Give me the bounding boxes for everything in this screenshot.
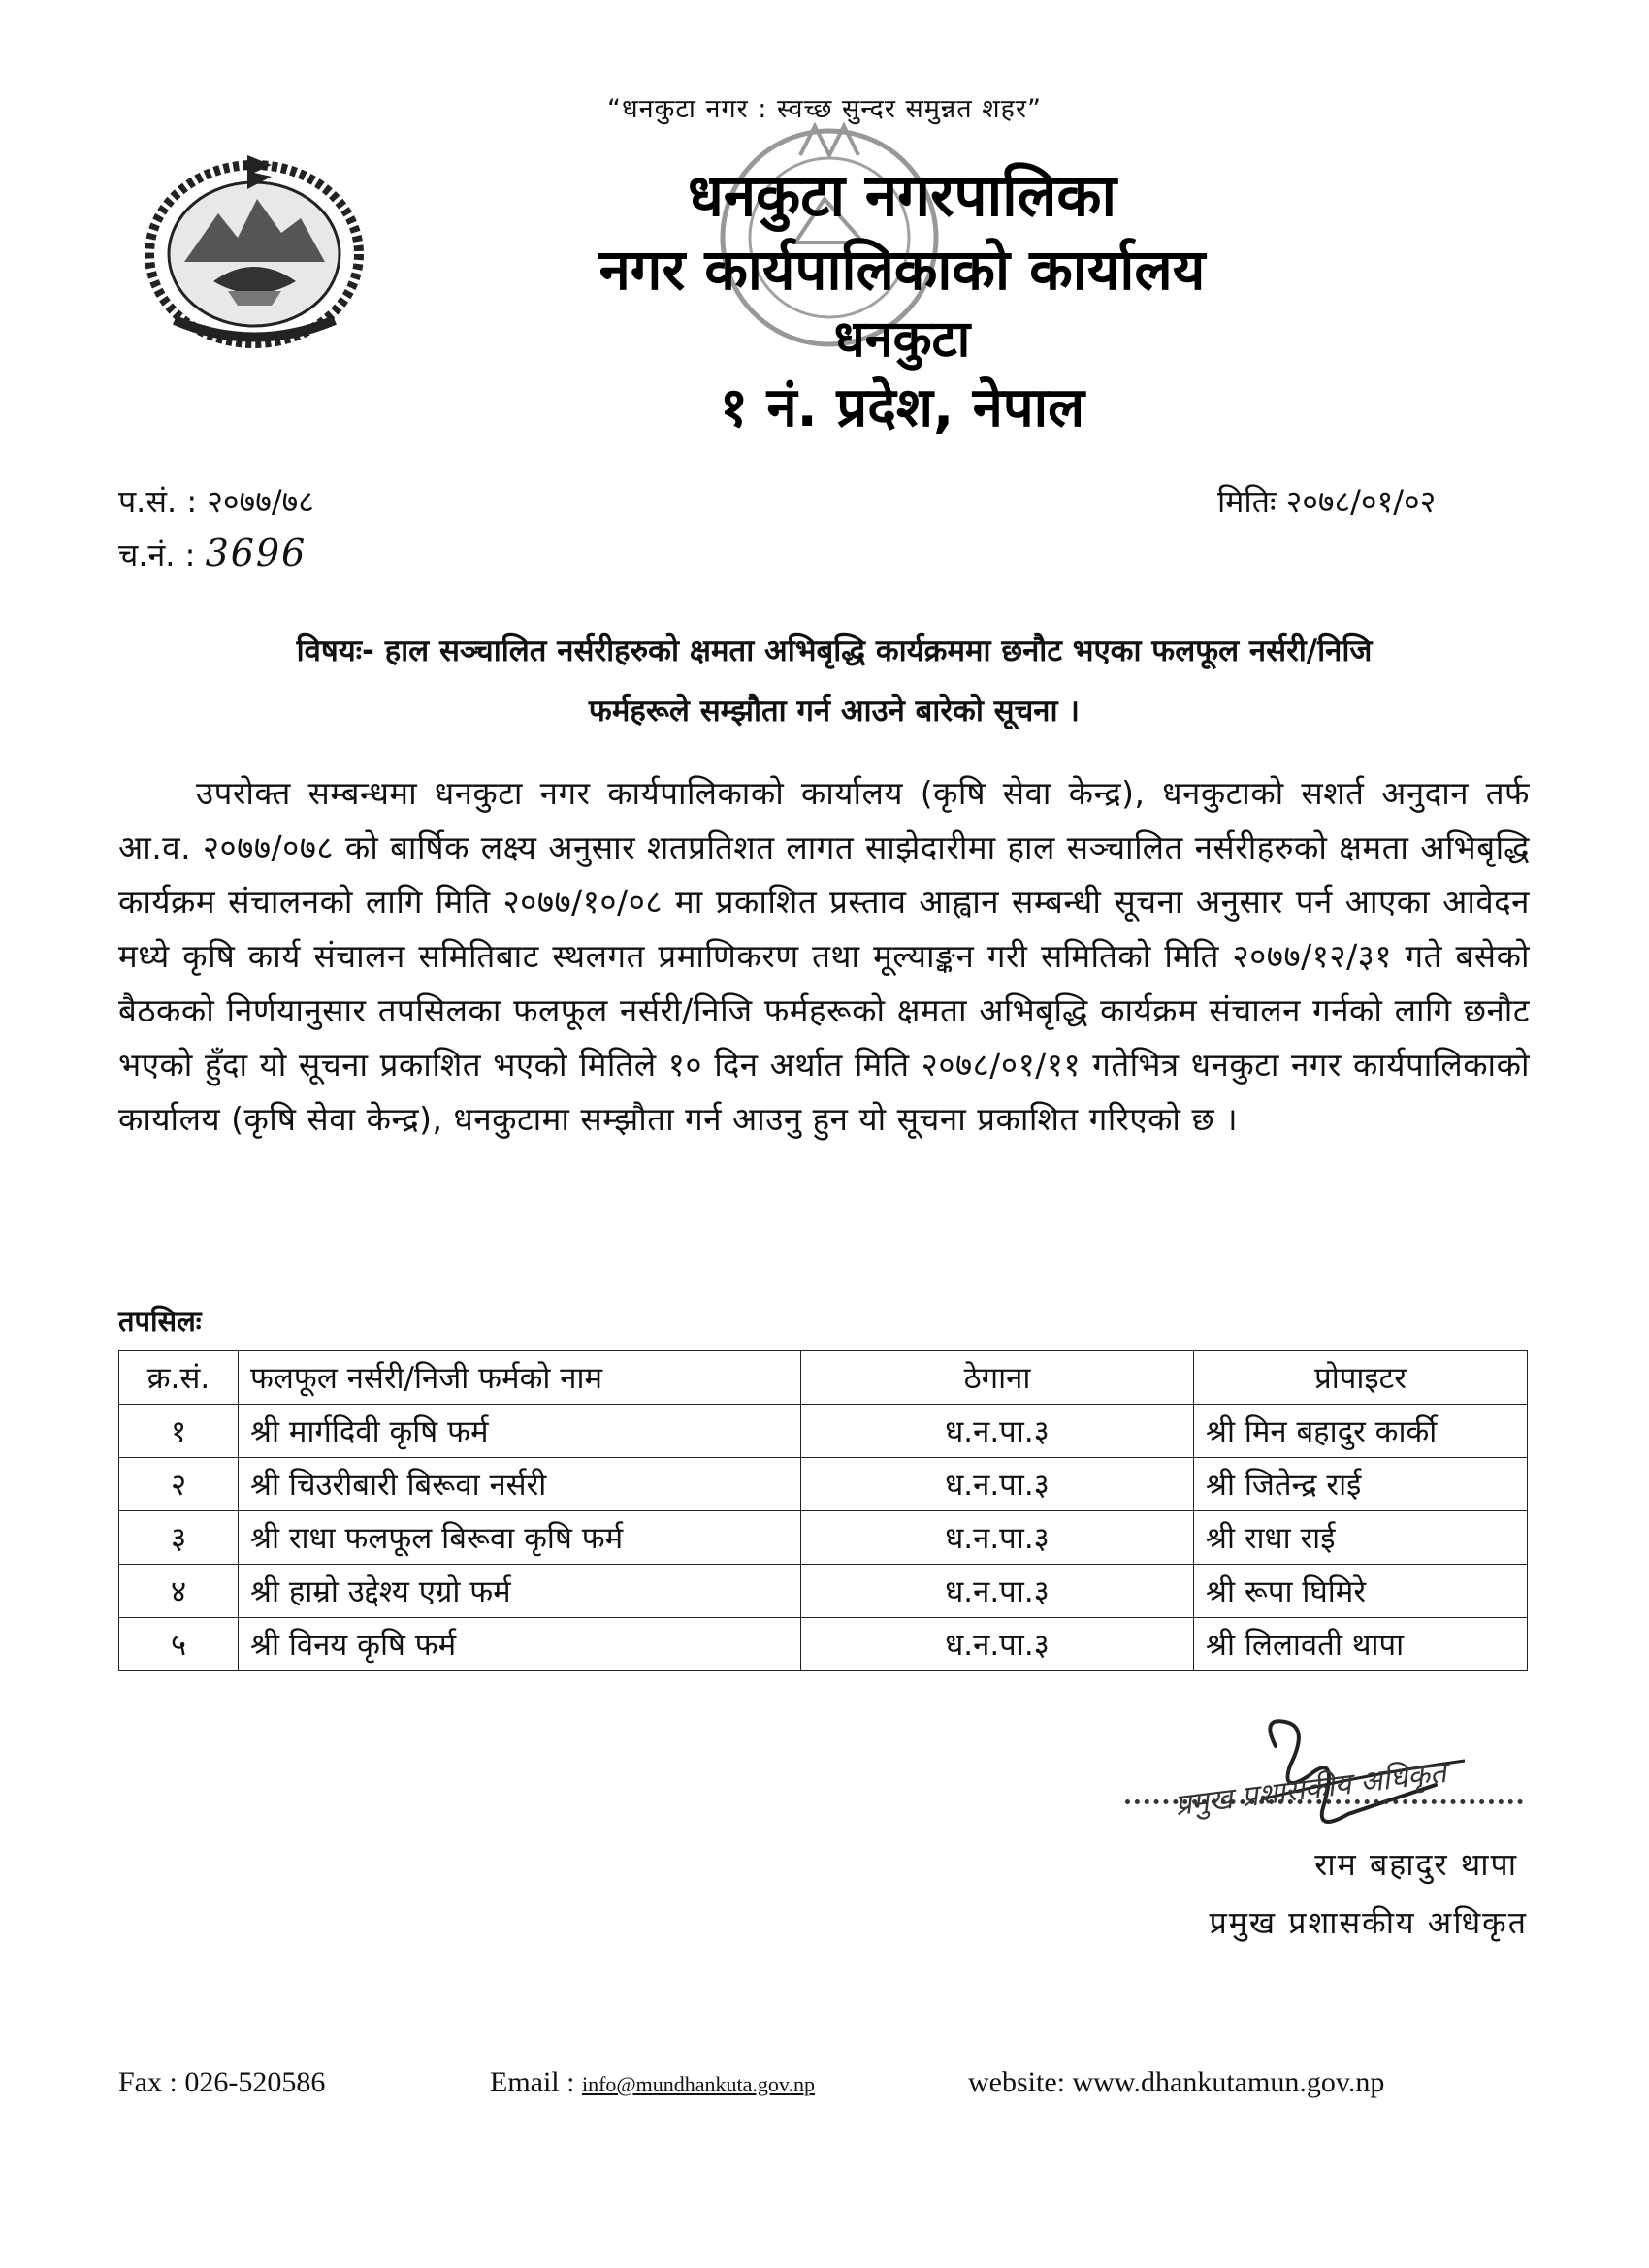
table-row xyxy=(119,1511,1528,1565)
header-address: ठेगाना xyxy=(801,1351,1194,1405)
cell-sn: २ xyxy=(119,1458,239,1511)
header-proprietor: प्रोपाइटर xyxy=(1194,1351,1528,1405)
cell-address: ध.न.पा.३ xyxy=(801,1511,1194,1565)
notice-body xyxy=(118,766,1530,1147)
subject-line-1: विषयः- हाल सञ्चालित नर्सरीहरुको क्षमता अभिबृद्धि कार्यक्रममा छनौट भएका फलफूल नर्सरी/निजि xyxy=(296,633,1373,668)
date-value: २०७८/०१/०२ xyxy=(1285,483,1437,520)
footer-fax: Fax : 026-520586 xyxy=(118,2066,326,2098)
subject-line-2: फर्महरूले सम्झौता गर्न आउने बारेको सूचना । xyxy=(588,694,1081,729)
signature-stamp: प्रमुख प्रशासकीय अधिकृत xyxy=(1173,1755,1448,1824)
cell-address: ध.न.पा.३ xyxy=(801,1405,1194,1458)
cell-sn: ५ xyxy=(119,1618,239,1671)
cell-address: ध.न.पा.३ xyxy=(801,1618,1194,1671)
signer-title: प्रमुख प्रशासकीय अधिकृत xyxy=(1209,1904,1528,1941)
table-row xyxy=(119,1405,1528,1458)
chalani-number xyxy=(118,532,307,575)
patra-label: प.सं. : xyxy=(118,483,208,520)
cell-sn: ३ xyxy=(119,1511,239,1565)
motto: “धनकुटा नगर : स्वच्छ सुन्दर समुन्नत शहर” xyxy=(607,94,1042,124)
header-name: फलफूल नर्सरी/निजी फर्मको नाम xyxy=(239,1351,801,1405)
table-header-row xyxy=(119,1351,1528,1405)
header-sn: क्र.सं. xyxy=(119,1351,239,1405)
table-row xyxy=(119,1565,1528,1618)
signature-line xyxy=(1125,1799,1523,1804)
cell-proprietor: श्री राधा राई xyxy=(1194,1511,1528,1565)
email-label: Email : xyxy=(490,2066,582,2098)
nursery-table xyxy=(118,1350,1528,1671)
cell-name: श्री हाम्रो उद्देश्य एग्रो फर्म xyxy=(239,1565,801,1618)
footer-website[interactable]: website: www.dhankutamun.gov.np xyxy=(968,2066,1385,2098)
table-row xyxy=(119,1618,1528,1671)
org-name: धनकुटा नगरपालिका xyxy=(687,162,1117,230)
cell-proprietor: श्री लिलावती थापा xyxy=(1194,1618,1528,1671)
cell-name: श्री राधा फलफूल बिरूवा कृषि फर्म xyxy=(239,1511,801,1565)
email-link[interactable]: info@mundhankuta.gov.np xyxy=(581,2072,816,2096)
patra-sankhya xyxy=(118,480,314,522)
notice-date xyxy=(1217,480,1436,522)
province-country: १ नं. प्रदेश, नेपाल xyxy=(719,376,1085,439)
signer-name: राम बहादुर थापा xyxy=(1314,1846,1518,1883)
cell-sn: १ xyxy=(119,1405,239,1458)
body-paragraph: उपरोक्त सम्बन्धमा धनकुटा नगर कार्यपालिकाको कार्यालय (कृषि सेवा केन्द्र), धनकुटाको सशर्त अनुदान तर्फ आ.व. २०७७/०७८ को बार्षिक लक्ष्य अनुसार शतप्रतिशत लागत साझेदारीमा हाल सञ्चालित नर्सरीहरुको क्षमता अभिबृद्धि कार्यक्रम संचालनको लागि मिति २०७७/१०/०८ मा प्रकाशित प्रस्ताव आह्वान सम्बन्धी सूचना अनुसार पर्न आएका आवेदन मध्ये कृषि कार्य संचालन समितिबाट स्थलगत प्रमाणिकरण तथा मूल्याङ्कन गरी समितिको मिति २०७७/१२/३१ गते बसेको बैठकको निर्णयानुसार तपसिलका फलफूल नर्सरी/निजि फर्महरूको क्षमता अभिबृद्धि कार्यक्रम संचालन गर्नको लागि छनौट भएको हुँदा यो सूचना प्रकाशित भएको मितिले १० दिन अर्थात मिति २०७८/०१/११ गतेभित्र धनकुटा नगर कार्यपालिकाको कार्यालय (कृषि सेवा केन्द्र), धनकुटामा सम्झौता गर्न आउनु हुन यो सूचना प्रकाशित गरिएको छ । xyxy=(118,774,1530,1138)
date-label: मितिः xyxy=(1217,483,1286,520)
patra-value: २०७७/७८ xyxy=(207,483,314,520)
cell-sn: ४ xyxy=(119,1565,239,1618)
chalani-label: च.नं. : xyxy=(118,536,206,573)
cell-name: श्री विनय कृषि फर्म xyxy=(239,1618,801,1671)
office-name: नगर कार्यपालिकाको कार्यालय xyxy=(598,237,1206,303)
cell-name: श्री मार्गदिवी कृषि फर्म xyxy=(239,1405,801,1458)
cell-address: ध.न.पा.३ xyxy=(801,1565,1194,1618)
chalani-value: 3696 xyxy=(205,532,307,574)
subject xyxy=(146,621,1523,741)
cell-proprietor: श्री मिन बहादुर कार्की xyxy=(1194,1405,1528,1458)
office-location: धनकुटा xyxy=(833,310,971,369)
schedule-label: तपसिलः xyxy=(118,1305,202,1338)
cell-proprietor: श्री रूपा घिमिरे xyxy=(1194,1565,1528,1618)
footer-email xyxy=(490,2066,815,2099)
table-row xyxy=(119,1458,1528,1511)
cell-proprietor: श्री जितेन्द्र राई xyxy=(1194,1458,1528,1511)
cell-name: श्री चिउरीबारी बिरूवा नर्सरी xyxy=(239,1458,801,1511)
cell-address: ध.न.पा.३ xyxy=(801,1458,1194,1511)
